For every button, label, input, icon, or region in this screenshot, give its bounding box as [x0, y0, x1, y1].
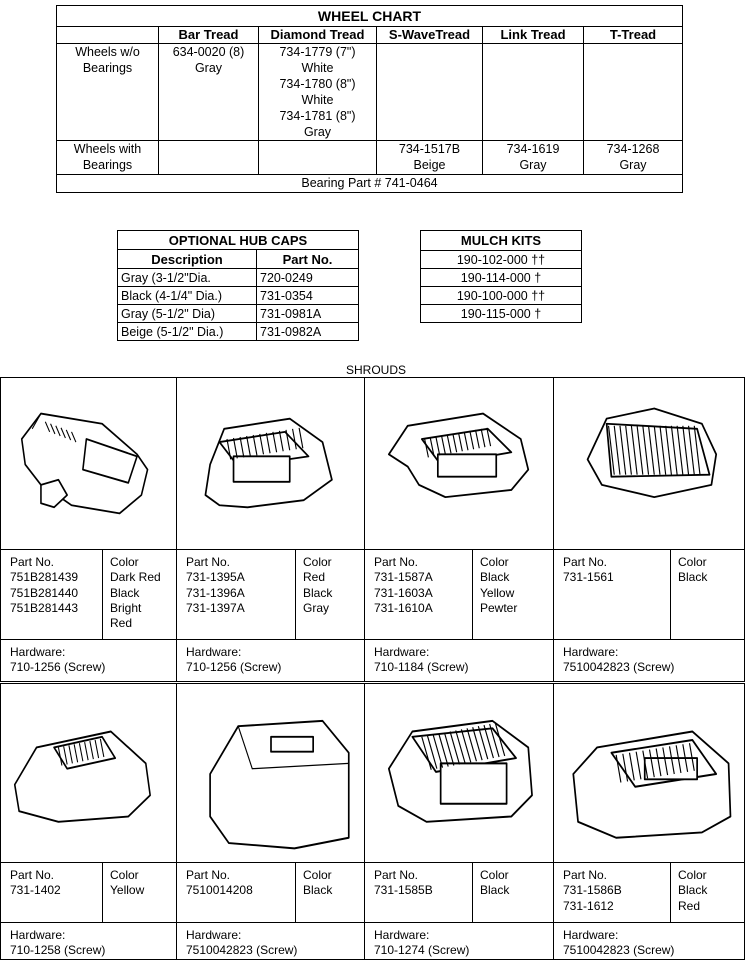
hub-part: 720-0249	[257, 269, 359, 287]
shroud-image-cell	[176, 377, 365, 550]
part-no-values: 751B281439 751B281440 751B281443	[10, 570, 79, 615]
mulch-kit-item: 190-102-000 ††	[421, 251, 582, 269]
hub-part: 731-0981A	[257, 305, 359, 323]
wheel-chart-table	[56, 5, 683, 193]
shroud-info-divider	[102, 549, 104, 640]
shroud-drawing-wide-grille	[365, 684, 554, 864]
hardware-label: Hardware:	[10, 928, 66, 942]
shroud-info-divider	[472, 549, 474, 640]
part-no-label: Part No.	[374, 555, 419, 569]
hub-caps-title: OPTIONAL HUB CAPS	[118, 231, 359, 250]
shroud-part-numbers	[563, 555, 614, 586]
shroud-part-numbers	[186, 555, 245, 616]
color-values: Black	[303, 883, 333, 898]
part-no-label: Part No.	[563, 868, 608, 882]
col-s-wave-tread: S-WaveTread	[377, 27, 483, 44]
cell	[584, 44, 683, 141]
mulch-kit-item: 190-115-000 †	[421, 305, 582, 323]
hardware-value: 710-1258 (Screw)	[10, 943, 106, 957]
color-label: Color	[480, 555, 509, 569]
color-values: Dark Red Black Bright Red	[110, 570, 161, 631]
part-no-label: Part No.	[186, 868, 231, 882]
color-label: Color	[480, 868, 509, 882]
shroud-part-numbers	[10, 868, 61, 899]
shroud-part-numbers	[563, 868, 622, 914]
cell	[377, 44, 483, 141]
hardware-value: 710-1256 (Screw)	[186, 660, 282, 674]
shroud-hardware	[186, 645, 281, 675]
part-no-values: 7510014208	[186, 883, 253, 898]
part-no-values: 731-1395A 731-1396A 731-1397A	[186, 570, 245, 615]
part-no-values: 731-1587A 731-1603A 731-1610A	[374, 570, 433, 615]
shroud-hardware	[563, 645, 674, 675]
color-values: Black Red	[678, 883, 708, 913]
color-values: Black	[678, 570, 708, 585]
shroud-info-divider	[102, 862, 104, 923]
cell	[159, 141, 259, 175]
shroud-image-cell	[364, 377, 554, 550]
shroud-image-cell	[176, 683, 365, 863]
part-no-label: Part No.	[563, 555, 608, 569]
hardware-value: 710-1256 (Screw)	[10, 660, 106, 674]
col-diamond-tread: Diamond Tread	[259, 27, 377, 44]
cell	[259, 141, 377, 175]
shroud-drawing-boxy	[554, 684, 745, 864]
shroud-hardware	[563, 928, 674, 958]
shroud-drawing-domed	[177, 684, 365, 864]
part-no-label: Part No.	[10, 555, 55, 569]
part-no-label: Part No.	[374, 868, 419, 882]
cell: 634-0020 (8) Gray	[159, 44, 259, 141]
color-label: Color	[110, 868, 139, 882]
hub-col-part: Part No.	[257, 250, 359, 269]
shroud-image-cell	[0, 377, 177, 550]
shroud-info-divider	[295, 862, 297, 923]
shroud-part-numbers	[374, 555, 433, 616]
hardware-label: Hardware:	[563, 928, 619, 942]
part-no-values: 731-1561	[563, 570, 614, 585]
color-label: Color	[678, 868, 707, 882]
mulch-kits-title: MULCH KITS	[421, 231, 582, 251]
wheel-chart-title: WHEEL CHART	[57, 6, 683, 27]
shroud-image-cell	[364, 683, 554, 863]
color-values: Black	[480, 883, 510, 898]
col-link-tread: Link Tread	[483, 27, 584, 44]
cell: 734-1517B Beige	[377, 141, 483, 175]
row-label-without-bearings: Wheels w/o Bearings	[57, 44, 159, 141]
shroud-drawing-yellow	[1, 684, 177, 864]
hardware-label: Hardware:	[186, 928, 242, 942]
part-no-label: Part No.	[186, 555, 231, 569]
shroud-colors	[678, 868, 707, 914]
shroud-info-divider	[670, 549, 672, 640]
shroud-hardware	[10, 928, 105, 958]
hub-col-description: Description	[118, 250, 257, 269]
bearing-part: Bearing Part # 741-0464	[57, 175, 683, 193]
shroud-drawing-ribbed	[177, 378, 365, 551]
color-label: Color	[110, 555, 139, 569]
mulch-kit-item: 190-114-000 †	[421, 269, 582, 287]
shroud-hardware	[10, 645, 105, 675]
color-label: Color	[303, 868, 332, 882]
shroud-colors	[110, 868, 144, 899]
hardware-value: 710-1274 (Screw)	[374, 943, 470, 957]
row-label-with-bearings: Wheels with Bearings	[57, 141, 159, 175]
shroud-colors	[678, 555, 707, 586]
part-no-label: Part No.	[10, 868, 55, 882]
shroud-info-divider	[670, 862, 672, 923]
hardware-value: 710-1184 (Screw)	[374, 660, 469, 674]
cell: 734-1779 (7") White 734-1780 (8") White 734-1781 (8") Gray	[259, 44, 377, 141]
hardware-value: 7510042823 (Screw)	[186, 943, 298, 957]
shroud-colors	[303, 555, 332, 616]
shroud-colors	[110, 555, 161, 631]
shroud-image-cell	[553, 377, 745, 550]
shroud-info-divider	[295, 549, 297, 640]
color-values: Yellow	[110, 883, 145, 898]
hub-part: 731-0982A	[257, 323, 359, 341]
cell: 734-1268 Gray	[584, 141, 683, 175]
shroud-part-numbers	[10, 555, 78, 616]
cell: 734-1619 Gray	[483, 141, 584, 175]
hub-part: 731-0354	[257, 287, 359, 305]
shroud-image-cell	[0, 683, 177, 863]
color-label: Color	[678, 555, 707, 569]
part-no-values: 731-1585B	[374, 883, 433, 898]
hardware-label: Hardware:	[10, 645, 66, 659]
part-no-values: 731-1586B 731-1612	[563, 883, 622, 913]
shroud-hardware	[374, 928, 469, 958]
shroud-part-numbers	[186, 868, 253, 899]
cell	[483, 44, 584, 141]
color-label: Color	[303, 555, 332, 569]
hub-desc: Gray (5-1/2" Dia)	[118, 305, 257, 323]
hardware-label: Hardware:	[563, 645, 619, 659]
shroud-image-cell	[553, 683, 745, 863]
shroud-colors	[480, 555, 517, 616]
shroud-drawing-angled	[365, 378, 554, 551]
hardware-label: Hardware:	[374, 928, 430, 942]
hub-caps-table	[117, 230, 359, 341]
hub-desc: Black (4-1/4" Dia.)	[118, 287, 257, 305]
col-t-tread: T-Tread	[584, 27, 683, 44]
hub-desc: Gray (3-1/2"Dia.	[118, 269, 257, 287]
hardware-label: Hardware:	[374, 645, 430, 659]
shrouds-title: SHROUDS	[345, 363, 406, 377]
shroud-part-numbers	[374, 868, 433, 899]
color-values: Black Yellow Pewter	[480, 570, 518, 615]
color-values: Red Black Gray	[303, 570, 333, 615]
mulch-kits-table	[420, 230, 582, 323]
shroud-hardware	[186, 928, 297, 958]
hardware-value: 7510042823 (Screw)	[563, 660, 675, 674]
shroud-info-divider	[472, 862, 474, 923]
hardware-value: 7510042823 (Screw)	[563, 943, 675, 957]
mulch-kit-item: 190-100-000 ††	[421, 287, 582, 305]
shroud-drawing-dark-red	[1, 378, 177, 551]
shroud-colors	[480, 868, 509, 899]
hardware-label: Hardware:	[186, 645, 242, 659]
shroud-hardware	[374, 645, 469, 675]
col-bar-tread: Bar Tread	[159, 27, 259, 44]
shroud-drawing-grille	[554, 378, 745, 551]
hub-desc: Beige (5-1/2" Dia.)	[118, 323, 257, 341]
part-no-values: 731-1402	[10, 883, 61, 898]
wheel-chart-corner	[57, 27, 159, 44]
shroud-colors	[303, 868, 332, 899]
